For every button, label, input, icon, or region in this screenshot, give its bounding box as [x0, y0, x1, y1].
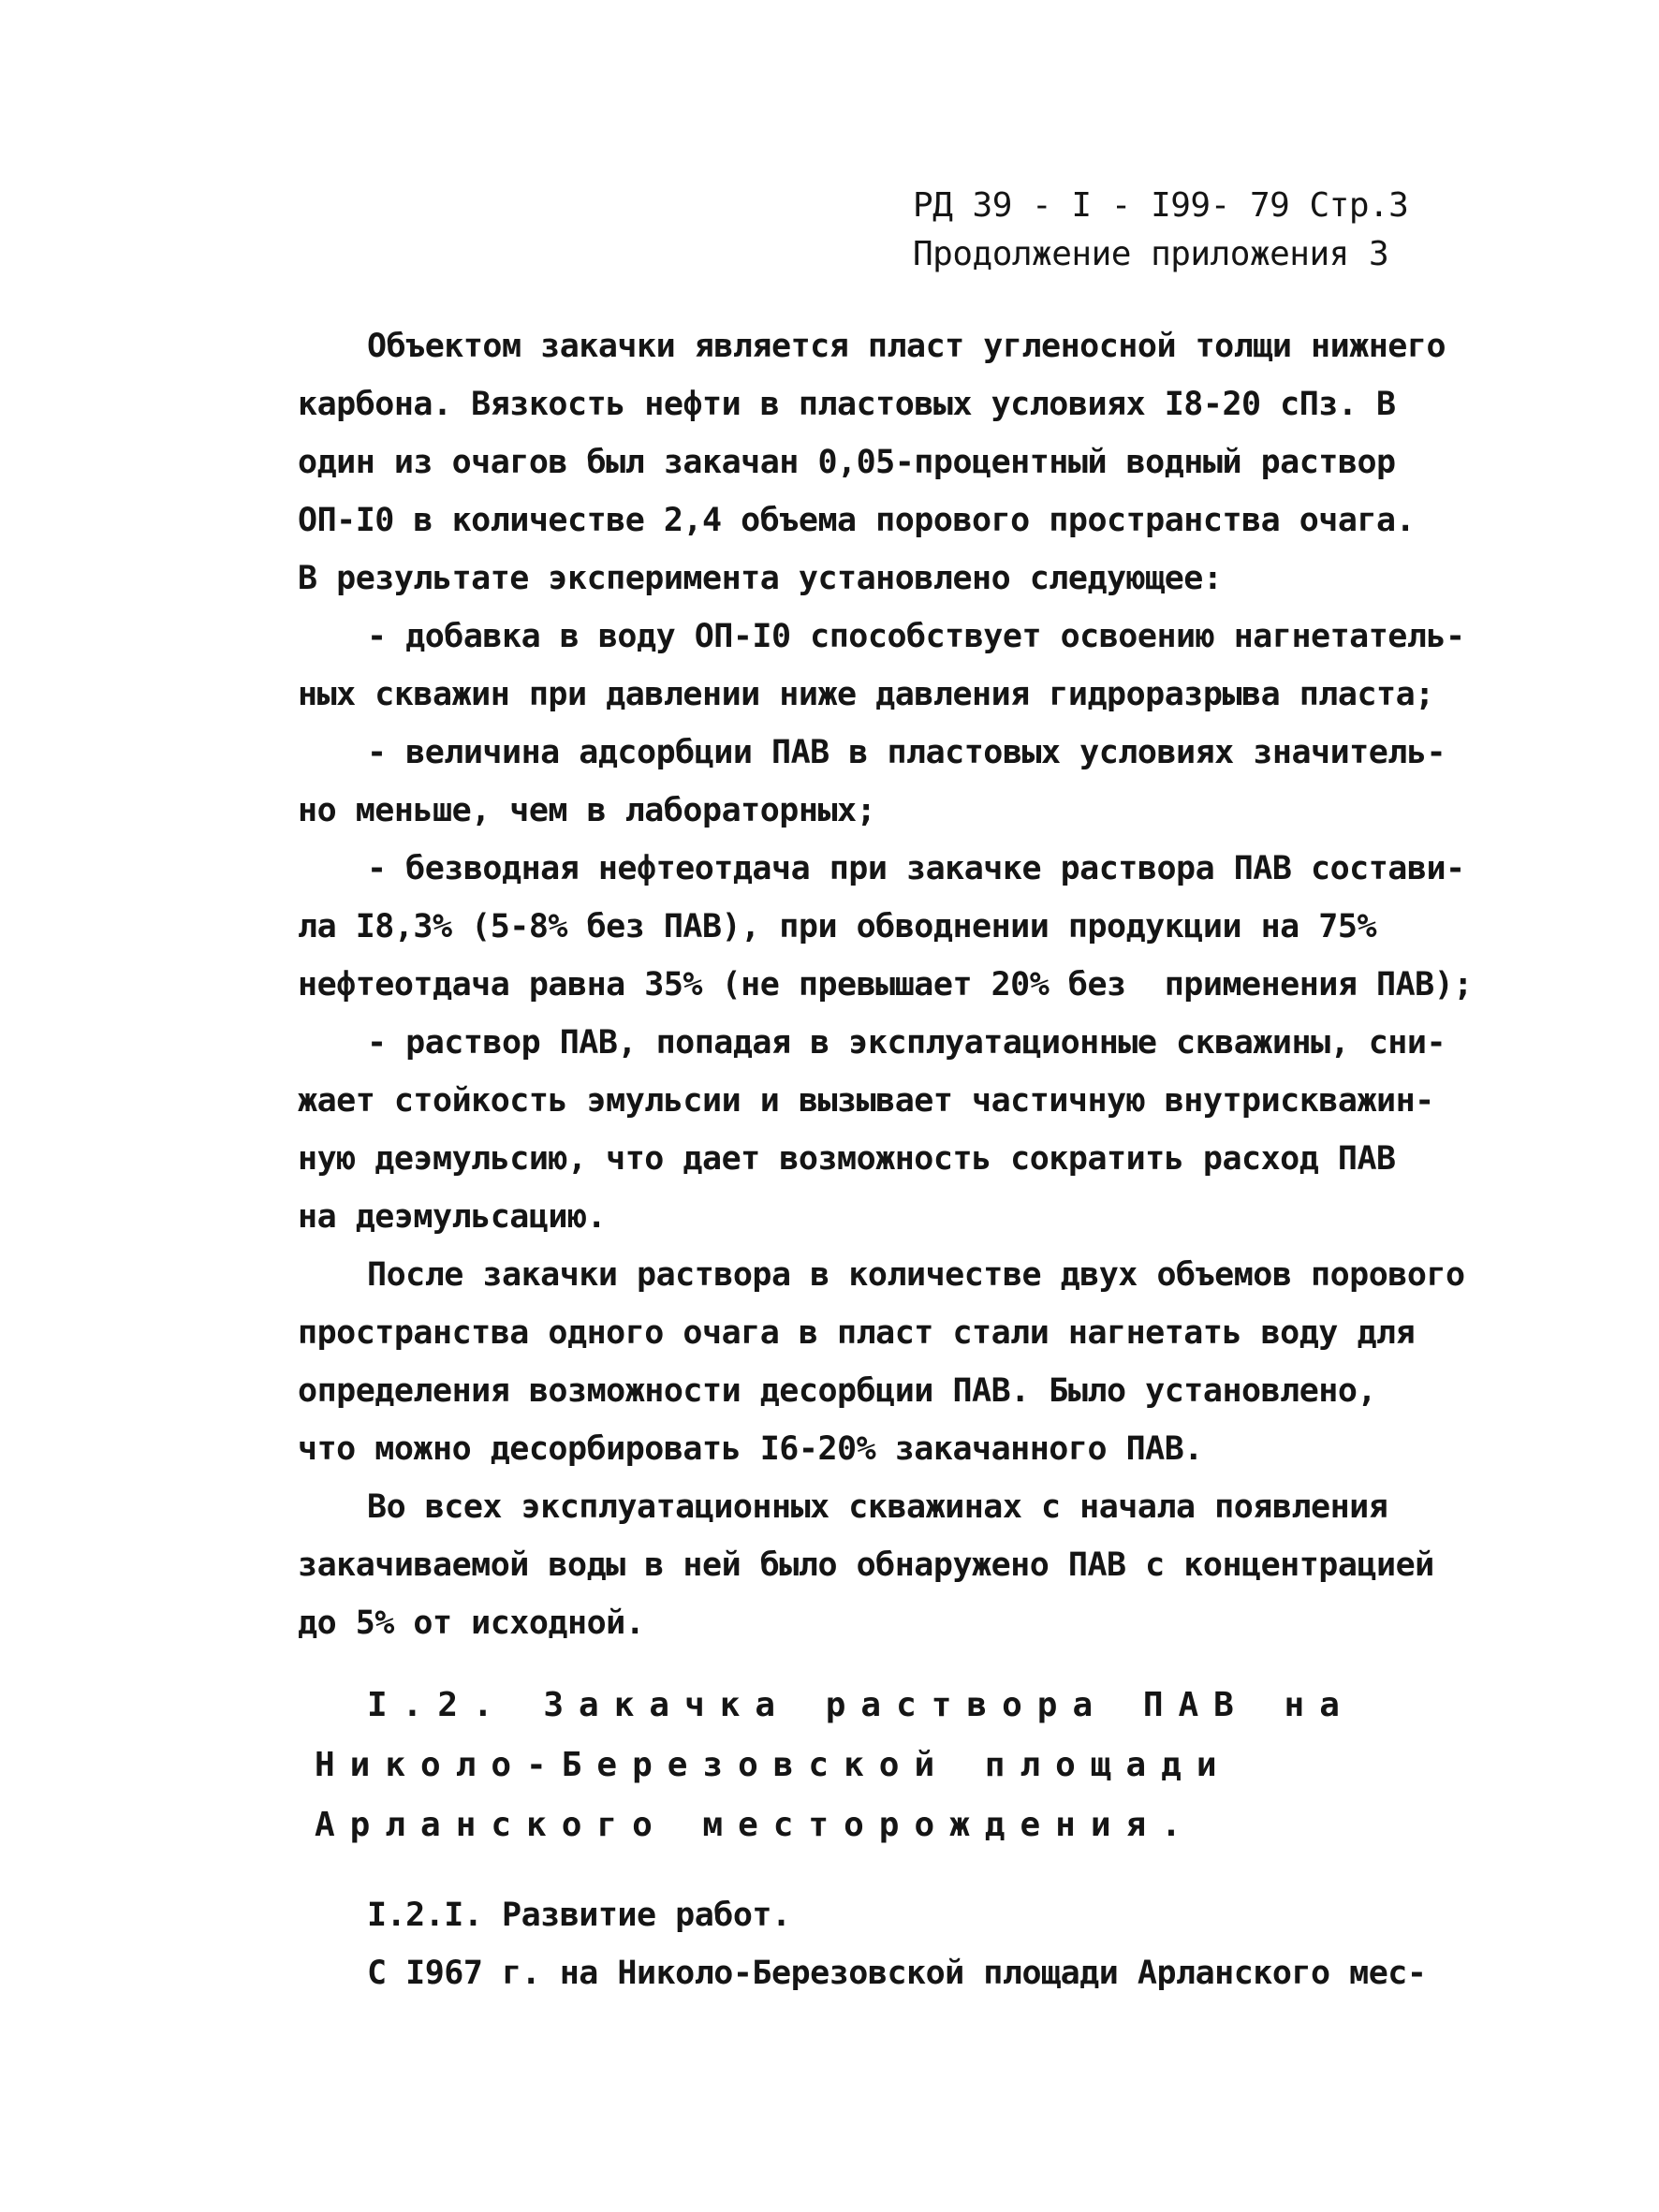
- section-heading-line: Арланского месторождения.: [315, 1806, 1197, 1844]
- body-line: закачиваемой воды в ней было обнаружено ПАВ с концентрацией: [298, 1546, 1434, 1584]
- bullet-line: жает стойкость эмульсии и вызывает частичную внутрискважин-: [298, 1082, 1434, 1120]
- bullet-line: на деэмульсацию.: [298, 1198, 607, 1236]
- body-line: В результате эксперимента установлено следующее:: [298, 560, 1223, 597]
- body-line: один из очагов был закачан 0,05-процентный водный раствор: [298, 444, 1396, 481]
- bullet-line: - безводная нефтеотдача при закачке раствора ПАВ состави-: [367, 850, 1465, 887]
- bullet-line: - добавка в воду ОП-I0 способствует освоению нагнетатель-: [367, 618, 1465, 655]
- body-line: определения возможности десорбции ПАВ. Было установлено,: [298, 1372, 1377, 1410]
- document-reference: РД 39 - I - I99- 79 Стр.3: [913, 186, 1409, 225]
- appendix-note: Продолжение приложения 3: [913, 235, 1389, 273]
- body-line: пространства одного очага в пласт стали нагнетать воду для: [298, 1314, 1416, 1352]
- bullet-line: ла I8,3% (5-8% без ПАВ), при обводнении продукции на 75%: [298, 908, 1377, 945]
- body-line: что можно десорбировать I6-20% закачанного ПАВ.: [298, 1430, 1203, 1468]
- section-heading-line: Николо-Березовской площади: [315, 1746, 1232, 1784]
- bullet-line: - величина адсорбции ПАВ в пластовых условиях значитель-: [367, 734, 1446, 771]
- bullet-line: - раствор ПАВ, попадая в эксплуатационные скважины, сни-: [367, 1024, 1446, 1062]
- bullet-line: нефтеотдача равна 35% (не превышает 20% без применения ПАВ);: [298, 966, 1473, 1003]
- subsection-heading: I.2.I. Развитие работ.: [367, 1897, 791, 1934]
- bullet-line: но меньше, чем в лабораторных;: [298, 792, 876, 829]
- body-line: С I967 г. на Николо-Березовской площади Арланского мес-: [367, 1955, 1427, 1992]
- bullet-line: ных скважин при давлении ниже давления гидроразрыва пласта;: [298, 676, 1434, 713]
- body-line: ОП-I0 в количестве 2,4 объема порового пространства очага.: [298, 502, 1416, 539]
- body-line: карбона. Вязкость нефти в пластовых условиях I8-20 сПз. В: [298, 386, 1396, 423]
- section-heading-line: I.2. Закачка раствора ПАВ на: [367, 1686, 1355, 1724]
- body-line: После закачки раствора в количестве двух объемов порового: [367, 1256, 1465, 1294]
- body-line: до 5% от исходной.: [298, 1604, 645, 1642]
- body-line: Во всех эксплуатационных скважинах с начала появления: [367, 1488, 1388, 1526]
- body-line: Объектом закачки является пласт угленосной толщи нижнего: [367, 328, 1446, 365]
- bullet-line: ную деэмульсию, что дает возможность сократить расход ПАВ: [298, 1140, 1396, 1178]
